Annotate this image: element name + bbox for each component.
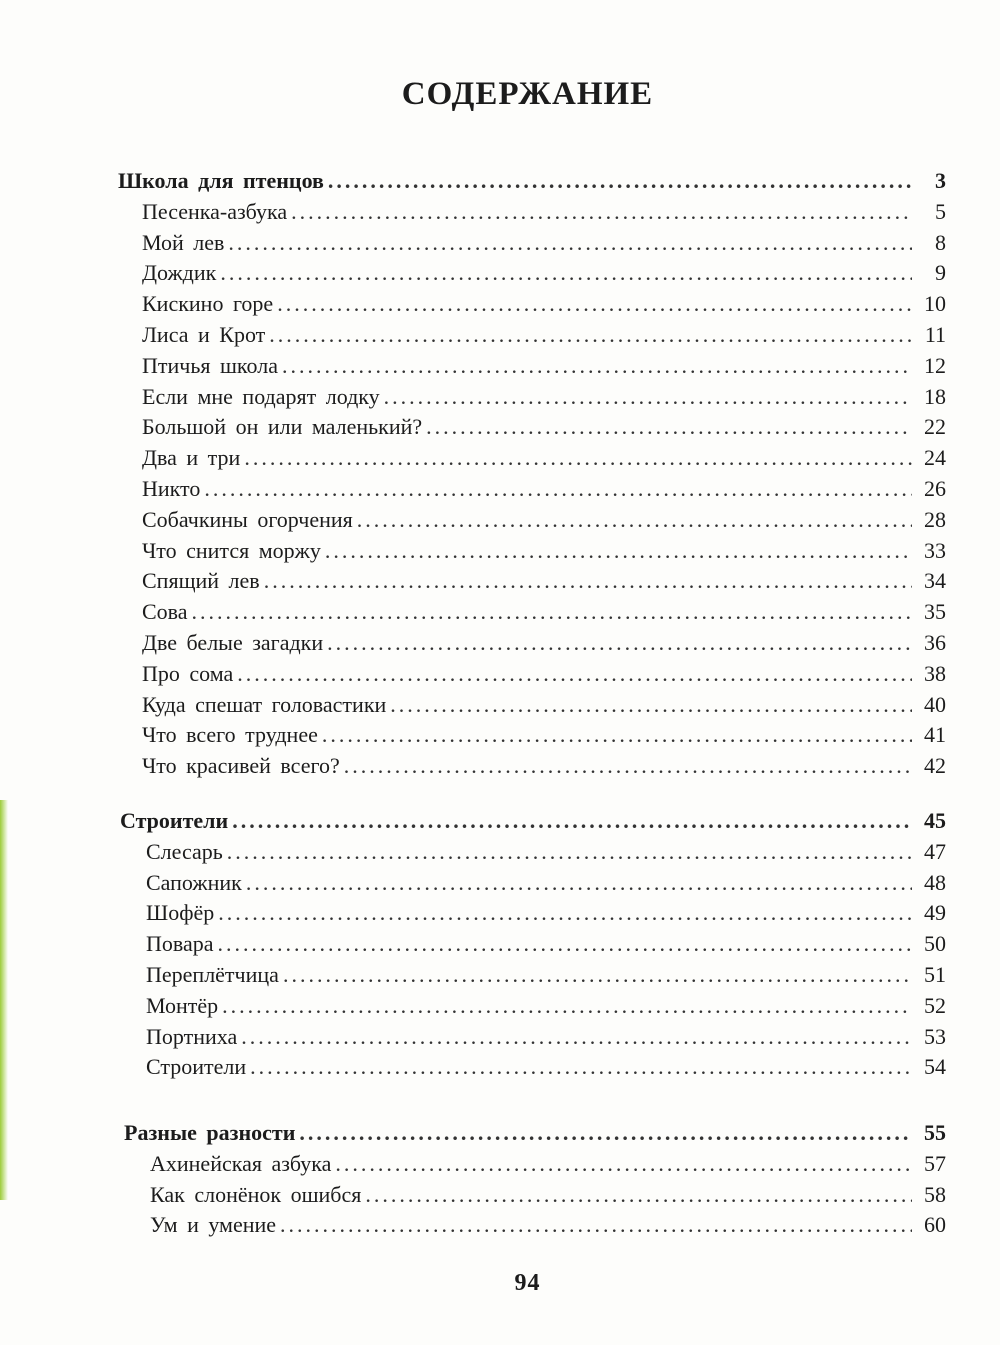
dot-leader [390,690,912,720]
toc-entry-title: Птичья школа [142,352,278,378]
toc-entry [142,536,946,566]
toc-entry [146,991,946,1021]
dot-leader [384,382,912,412]
toc-entry [142,751,946,781]
toc-page-number: 3 [935,168,946,193]
dot-leader [218,929,912,959]
dot-leader [227,837,912,867]
toc-entry [142,690,946,720]
toc-page-number: 24 [924,445,946,471]
toc-entry [146,960,946,990]
toc-page-number: 45 [924,808,946,833]
toc-page-number: 54 [924,1054,946,1080]
dot-leader [328,166,912,196]
toc-entry [142,382,946,412]
toc-entry-title: Что всего труднее [142,722,318,748]
toc-entry-title: Мой лев [142,229,225,255]
toc-page-number: 53 [924,1023,946,1049]
toc-page-number: 34 [924,568,946,594]
dot-leader [241,1022,912,1052]
toc-entry [142,505,946,535]
dot-leader [277,289,912,319]
dot-leader [228,228,912,258]
toc-entry [146,1022,946,1052]
toc-page-number: 57 [924,1150,946,1176]
toc-entry-title: Собачкины огорчения [142,506,353,532]
toc-entry [142,474,946,504]
toc-page-number: 48 [924,869,946,895]
dot-leader [220,258,912,288]
toc-entry-title: Лиса и Крот [142,322,266,347]
dot-leader [322,720,912,750]
toc-page-number: 26 [924,476,946,501]
toc-entry [142,720,946,750]
toc-entry [142,228,946,258]
page-number: 94 [514,1270,541,1296]
toc-entry-title: Большой он или маленький? [142,414,423,440]
toc-section-heading [120,806,946,836]
dot-leader [282,351,912,381]
toc-page-number: 10 [924,291,946,317]
toc-entry [146,898,946,928]
toc-entry [146,929,946,959]
dot-leader [204,474,912,504]
dot-leader [232,806,912,836]
toc-page-number: 22 [924,414,946,440]
toc-entry [142,351,946,381]
toc-section-heading [118,166,946,196]
toc-page-number: 50 [924,931,946,957]
dot-leader [365,1180,912,1210]
dot-leader [344,751,912,781]
toc-entry-title: Если мне подарят лодку [142,383,380,409]
toc-entry-title: Песенка-азбука [142,198,288,224]
toc-entry-title: Что снится моржу [142,537,321,563]
dot-leader [246,868,912,898]
dot-leader [222,991,912,1021]
toc-page-number: 28 [924,506,946,532]
toc-entry-title: Две белые загадки [142,630,324,655]
toc-entry-title: Ахинейская азбука [150,1150,332,1176]
toc-entry [150,1149,946,1179]
dot-leader [250,1052,912,1082]
toc-page-number: 60 [924,1212,946,1238]
toc-page-number: 38 [924,660,946,686]
toc-entry [142,597,946,627]
toc-section-title: Школа для птенцов [118,168,324,193]
toc-entry-title: Спящий лев [142,568,260,594]
toc-page-number: 36 [924,630,946,655]
toc-entry-title: Портниха [146,1023,238,1049]
toc-entry-title: Сапожник [146,869,242,895]
dot-leader [269,320,912,350]
toc-entry [142,197,946,227]
toc-entry [146,868,946,898]
toc-entry-title: Строители [146,1054,247,1080]
toc-entry-title: Шофёр [146,900,215,926]
toc-entry [142,258,946,288]
dot-leader [237,659,912,689]
toc-page-number: 35 [924,599,946,625]
toc-entry-title: Ум и умение [150,1212,277,1238]
toc-entry [146,1052,946,1082]
dot-leader [291,197,912,227]
toc-page-number: 12 [924,352,946,378]
toc-section-title: Строители [120,808,229,833]
toc-page-number: 5 [935,198,946,224]
dot-leader [283,960,912,990]
toc-entry-title: Никто [142,476,201,501]
toc-page-number: 9 [935,260,946,286]
toc-page-number: 55 [924,1120,946,1145]
dot-leader [244,443,912,473]
toc-entry [142,320,946,350]
dot-leader [426,412,912,442]
toc-page-number: 47 [924,838,946,864]
dot-leader [325,536,912,566]
toc-section-heading [124,1118,946,1148]
page-title: СОДЕРЖАНИЕ [401,76,654,112]
toc-entry [142,566,946,596]
toc-entry-title: Про сома [142,660,234,686]
toc-entry-title: Два и три [142,445,241,471]
toc-entry [150,1210,946,1240]
toc-entry-title: Повара [146,931,214,957]
toc-entry [142,628,946,658]
dot-leader [280,1210,912,1240]
toc-page-number: 18 [924,383,946,409]
toc-page-number: 41 [924,722,946,748]
toc-entry-title: Слесарь [146,838,223,864]
toc-entry-title: Куда спешат головастики [142,691,387,717]
toc-page-number: 8 [935,229,946,255]
toc-entry-title: Дождик [142,260,217,286]
dot-leader [299,1118,912,1148]
toc-entry-title: Кискино горе [142,291,274,317]
dot-leader [192,597,912,627]
toc-entry [142,659,946,689]
toc-page-number: 40 [924,691,946,717]
toc-entry-title: Монтёр [146,992,219,1018]
toc-entry [146,837,946,867]
dot-leader [218,898,912,928]
toc-entry [150,1180,946,1210]
toc-entry [142,289,946,319]
toc-entry [142,412,946,442]
toc-entry-title: Сова [142,599,188,625]
toc-entry-title: Переплётчица [146,962,279,987]
toc-page-number: 42 [924,753,946,779]
dot-leader [357,505,912,535]
toc-entry-title: Как слонёнок ошибся [150,1181,362,1207]
toc-entry [142,443,946,473]
toc-entry-title: Что красивей всего? [142,753,340,779]
toc-page-number: 58 [924,1181,946,1207]
toc-page-number: 33 [924,537,946,563]
dot-leader [335,1149,912,1179]
toc-page-number: 11 [924,322,946,347]
toc-section-title: Разные разности [124,1120,296,1145]
toc-page-number: 51 [924,962,946,987]
toc-page-number: 49 [924,900,946,926]
dot-leader [327,628,912,658]
toc-page-number: 52 [924,992,946,1018]
dot-leader [264,566,912,596]
